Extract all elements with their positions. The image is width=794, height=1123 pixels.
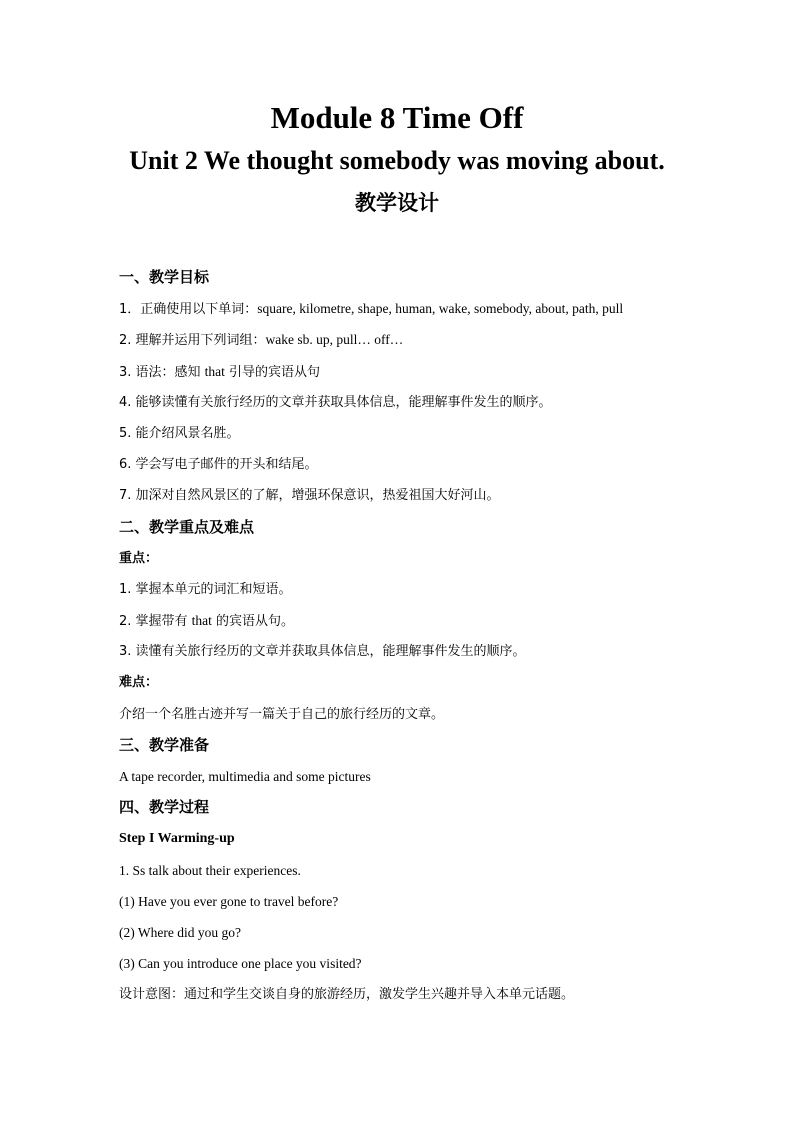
objective-en: square, kilometre, shape, human, wake, somebody, about, path, pull — [257, 301, 624, 317]
process-line: (3) Can you introduce one place you visited? — [119, 956, 362, 972]
objective-text: 1．正确使用以下单词： — [119, 302, 258, 318]
objective-item — [119, 418, 699, 449]
difficult-text: 介绍一个名胜古迹并写一篇关于自己的旅行经历的文章。 — [119, 706, 445, 722]
key-item — [119, 605, 699, 636]
process-line: (2) Where did you go? — [119, 924, 241, 940]
objective-item — [119, 480, 699, 511]
key-text: 1. 掌握本单元的词汇和短语。 — [119, 581, 292, 597]
preparation-text: A tape recorder, multimedia and some pictures — [119, 769, 371, 784]
objective-text: 7. 加深对自然风景区的了解，增强环保意识，热爱祖国大好河山。 — [119, 488, 500, 504]
objective-text: 3. 语法：感知 — [119, 364, 205, 380]
key-item — [119, 636, 699, 667]
design-title: 教学设计 — [355, 191, 439, 215]
section-heading-process: 四、教学过程 — [119, 798, 210, 817]
title-block — [0, 96, 794, 224]
design-intent: 设计意图：通过和学生交谈自身的旅游经历，激发学生兴趣并导入本单元话题。 — [119, 987, 575, 1003]
objective-text: 5. 能介绍风景名胜。 — [119, 425, 240, 441]
unit-title: Unit 2 We thought somebody was moving about. — [129, 146, 665, 175]
objective-item — [119, 324, 699, 355]
step-title: Step I Warming-up — [119, 831, 235, 847]
section-heading-objectives: 一、教学目标 — [119, 268, 210, 286]
objective-en: wake sb. up, pull… off… — [265, 332, 404, 348]
key-tail: 的宾语从句。 — [211, 614, 295, 630]
key-en: that — [191, 613, 212, 629]
objective-item — [119, 449, 699, 480]
objective-text: 2. 理解并运用下列词组： — [119, 333, 266, 349]
key-item — [119, 574, 699, 605]
section-heading-preparation: 三、教学准备 — [119, 735, 210, 754]
objective-en: that — [204, 363, 225, 379]
objective-tail: 引导的宾语从句 — [224, 364, 321, 380]
objective-item — [119, 387, 699, 418]
process-line: 1. Ss talk about their experiences. — [119, 862, 301, 878]
objective-item — [119, 293, 699, 324]
key-text: 2. 掌握带有 — [119, 614, 192, 630]
key-text: 3. 读懂有关旅行经历的文章并获取具体信息，能理解事件发生的顺序。 — [119, 644, 526, 660]
process-line: (1) Have you ever gone to travel before? — [119, 893, 339, 909]
document-body — [119, 262, 699, 1011]
objective-item — [119, 356, 699, 387]
section-heading-key-points: 二、教学重点及难点 — [119, 517, 255, 536]
objective-text: 4. 能够读懂有关旅行经历的文章并获取具体信息，能理解事件发生的顺序。 — [119, 394, 552, 410]
key-label: 重点： — [119, 550, 159, 566]
objective-text: 6. 学会写电子邮件的开头和结尾。 — [119, 457, 318, 473]
module-title: Module 8 Time Off — [270, 100, 524, 135]
difficult-label: 难点： — [119, 675, 159, 691]
